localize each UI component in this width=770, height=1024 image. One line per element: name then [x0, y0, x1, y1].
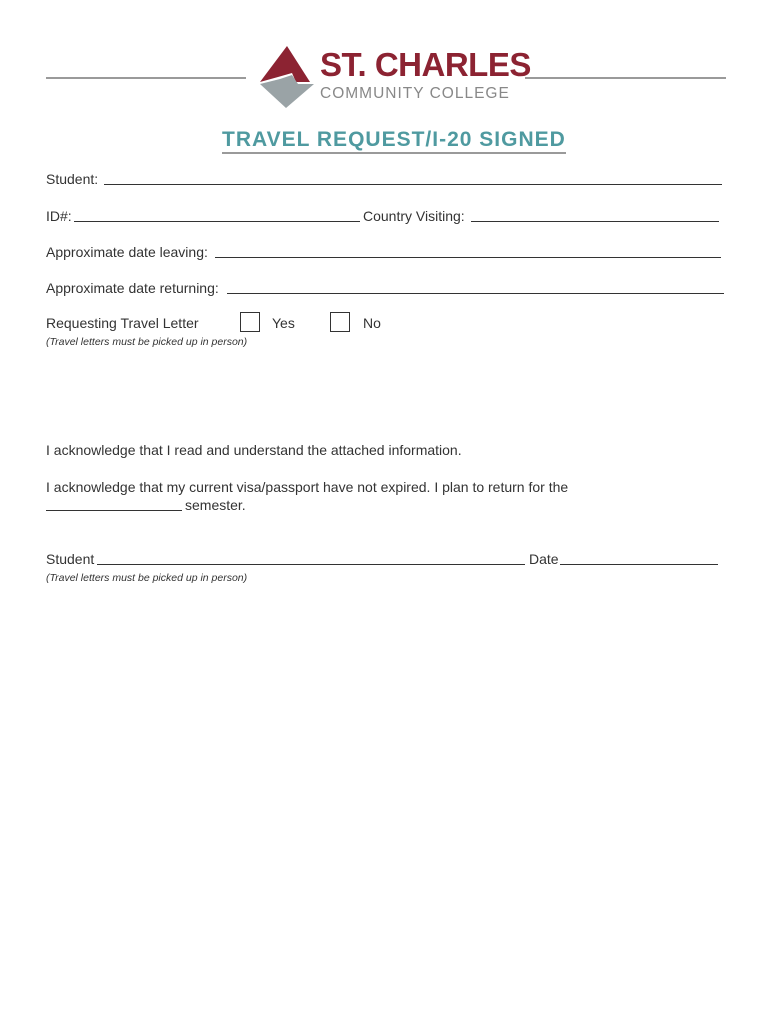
id-field[interactable] — [74, 221, 360, 222]
signature-date-field[interactable] — [560, 564, 718, 565]
header-rule-left — [46, 77, 246, 79]
no-checkbox[interactable] — [330, 312, 350, 332]
acknowledgement-1: I acknowledge that I read and understand the attached information. — [46, 442, 462, 458]
signature-student-label: Student — [46, 551, 95, 567]
date-returning-field[interactable] — [227, 293, 724, 294]
semester-label: semester. — [185, 497, 246, 513]
college-name: ST. CHARLES — [320, 46, 531, 83]
yes-checkbox[interactable] — [240, 312, 260, 332]
college-logo-icon — [256, 44, 318, 110]
student-field[interactable] — [104, 184, 722, 185]
signature-student-field[interactable] — [97, 564, 525, 565]
college-subtitle: COMMUNITY COLLEGE — [320, 85, 510, 102]
travel-letter-label: Requesting Travel Letter — [46, 315, 199, 331]
form-title: TRAVEL REQUEST/I-20 SIGNED — [222, 129, 566, 154]
country-field[interactable] — [471, 221, 719, 222]
no-label: No — [363, 315, 381, 331]
date-leaving-label: Approximate date leaving: — [46, 244, 208, 260]
country-label: Country Visiting: — [363, 208, 465, 224]
acknowledgement-2: I acknowledge that my current visa/passport have not expired. I plan to return for the — [46, 479, 569, 495]
student-label: Student: — [46, 171, 99, 187]
yes-label: Yes — [272, 315, 295, 331]
semester-field[interactable] — [46, 510, 182, 511]
date-leaving-field[interactable] — [215, 257, 721, 258]
id-label: ID#: — [46, 208, 72, 224]
date-returning-label: Approximate date returning: — [46, 280, 219, 296]
signature-note: (Travel letters must be picked up in person) — [46, 572, 248, 584]
travel-letter-note: (Travel letters must be picked up in person) — [46, 336, 248, 348]
signature-date-label: Date — [529, 551, 559, 567]
header-rule-right — [525, 77, 726, 79]
